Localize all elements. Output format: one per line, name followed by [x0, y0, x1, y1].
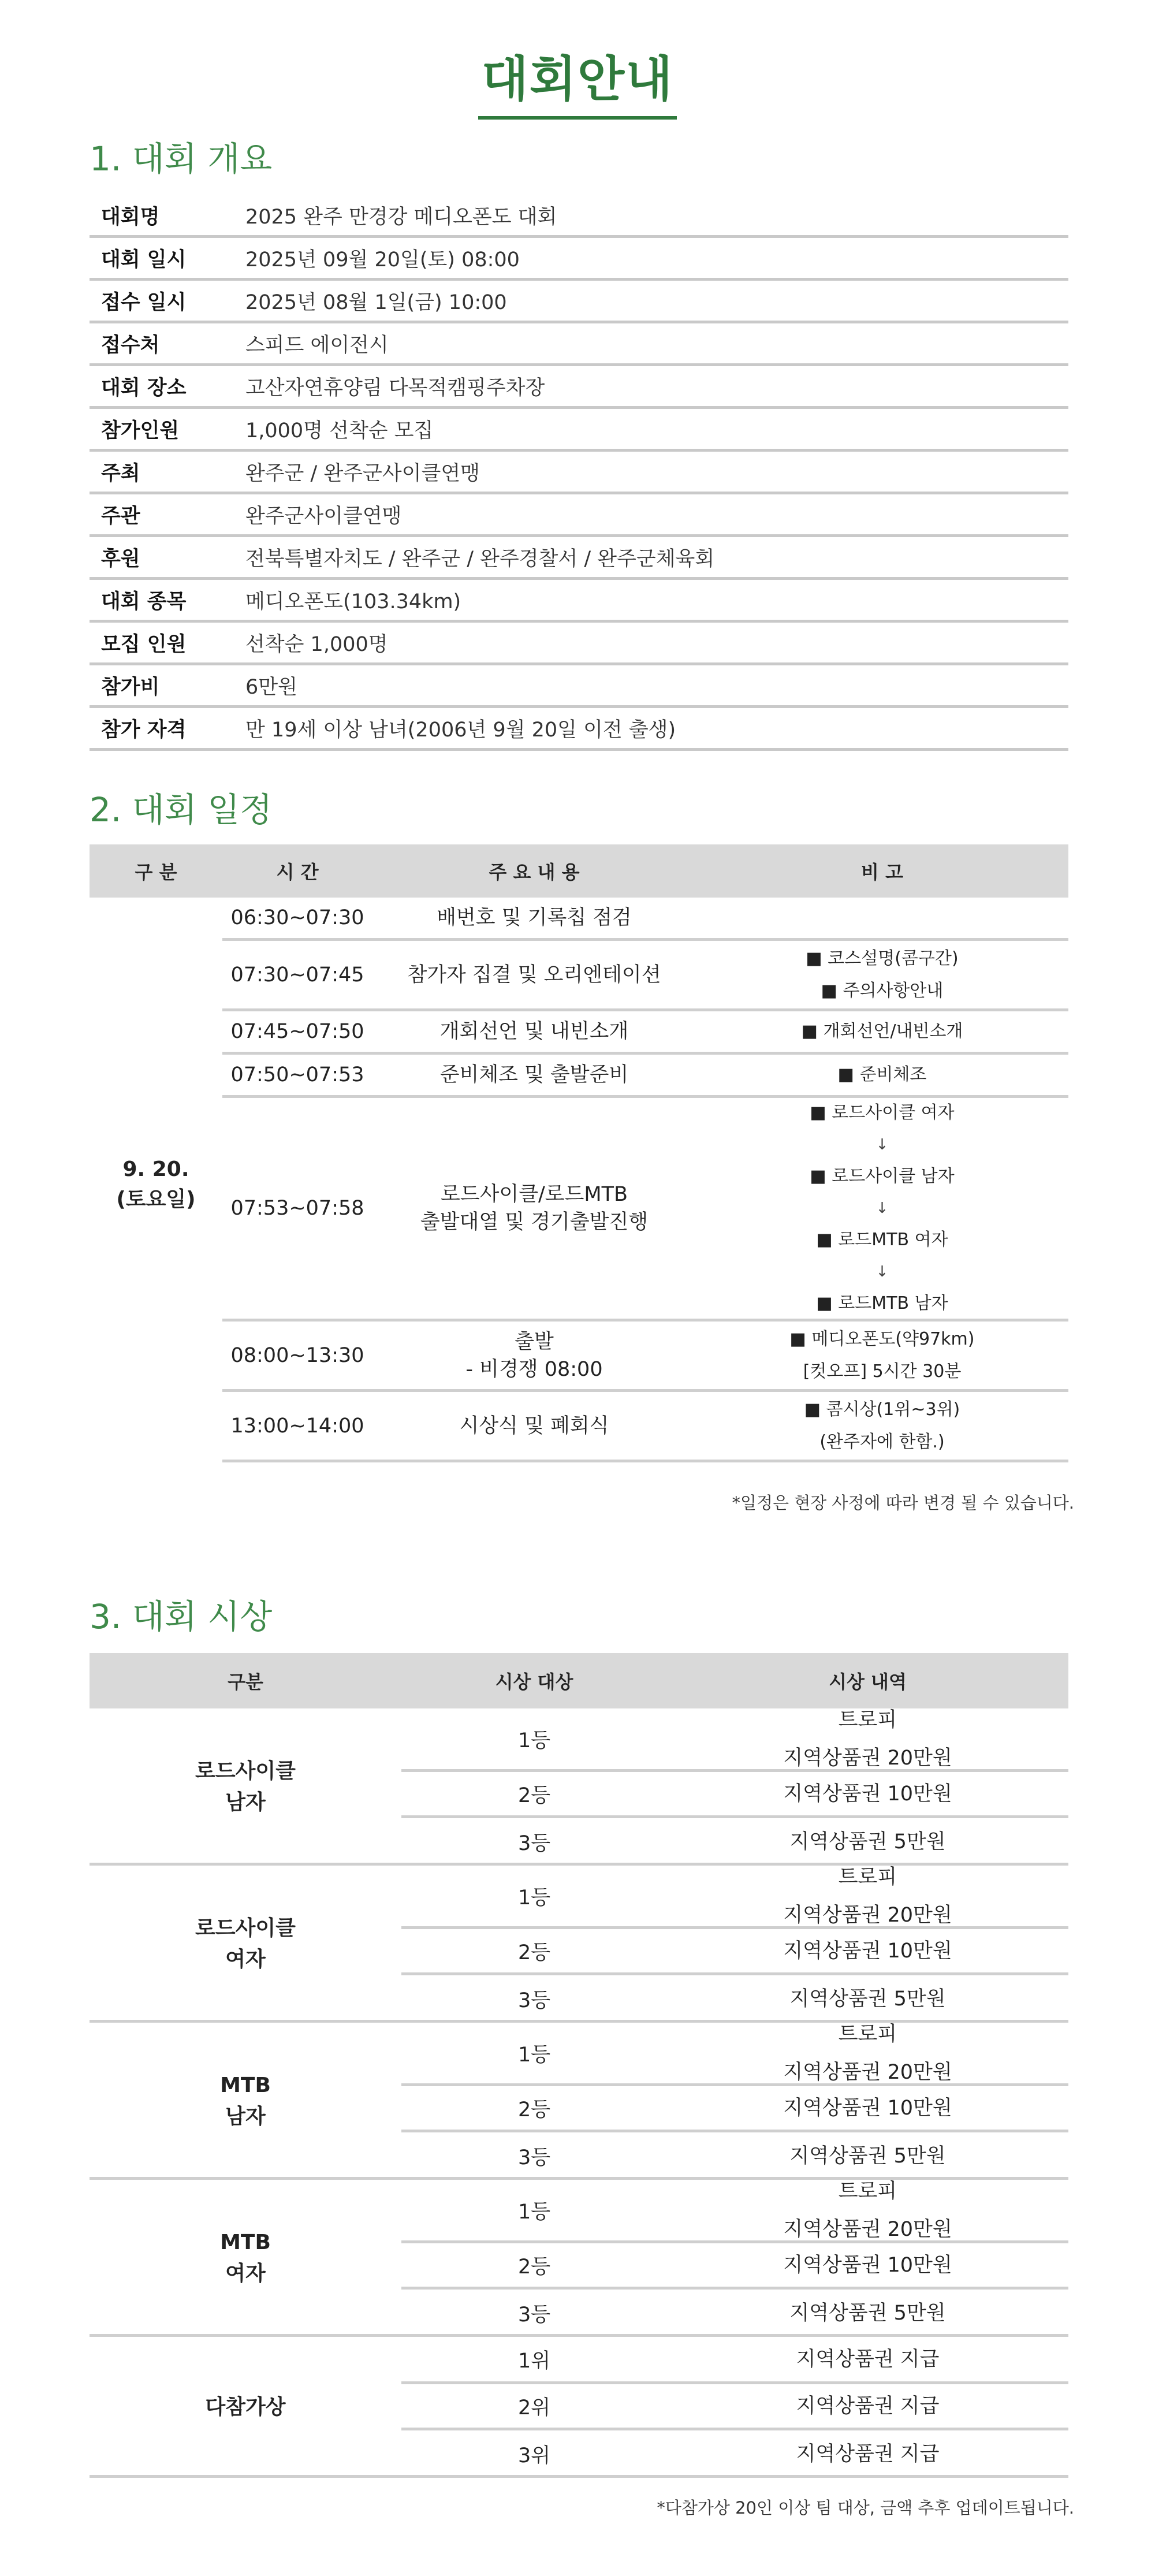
- schedule-note: [696, 943, 1068, 1007]
- award-row: [401, 2243, 1068, 2290]
- award-row: [401, 1866, 1068, 1929]
- overview-row: [90, 580, 1068, 623]
- schedule-note-line: ■ 준비체조: [837, 1064, 927, 1085]
- schedule-content: [372, 1061, 696, 1089]
- award-prize: [667, 1932, 1068, 1970]
- award-row: [401, 2430, 1068, 2478]
- overview-value: 완주군 / 완주군사이클연맹: [245, 461, 480, 485]
- schedule-note: [696, 1059, 1068, 1091]
- award-prize-line: 트로피: [838, 1708, 897, 1732]
- schedule-note: [696, 1015, 1068, 1048]
- overview-value: 고산자연휴양림 다목적캠핑주차장: [245, 376, 545, 400]
- page-title-wrap: [0, 40, 1155, 120]
- overview-value: 2025년 08월 1일(금) 10:00: [245, 291, 507, 314]
- overview-row: [90, 708, 1068, 751]
- overview-heading: 1. 대회 개요: [90, 139, 273, 178]
- award-prize-line: 지역상품권 5만원: [789, 2145, 946, 2168]
- overview-row: [90, 494, 1068, 537]
- overview-label: 대회 일시: [101, 248, 187, 271]
- award-row: [401, 2290, 1068, 2337]
- schedule-note-line: ■ 콤시상(1위~3위): [804, 1399, 960, 1420]
- award-rank: 2위: [517, 2396, 551, 2419]
- schedule-content: [372, 1018, 696, 1045]
- award-prize-line: 지역상품권 10만원: [783, 2253, 952, 2277]
- schedule-header-content: 주 요 내 용: [489, 861, 580, 883]
- award-prize-line: 트로피: [838, 2022, 897, 2046]
- schedule-content-line: 로드사이클/로드MTB: [440, 1183, 628, 1206]
- overview-row: [90, 452, 1068, 494]
- page-title: 대회안내: [478, 40, 677, 120]
- award-group-name-line1: 로드사이클: [195, 1759, 296, 1783]
- schedule-note-line: [컷오프] 5시간 30분: [803, 1361, 962, 1382]
- award-group-label: [90, 2337, 401, 2478]
- arrow-down-icon: ↓: [875, 1136, 889, 1153]
- overview-row: [90, 409, 1068, 452]
- overview-value: 2025년 09월 20일(토) 08:00: [245, 248, 520, 271]
- overview-value: 만 19세 이상 남녀(2006년 9월 20일 이전 출생): [245, 718, 676, 742]
- schedule-date-line2: (토요일): [116, 1187, 196, 1211]
- award-prize-line: 지역상품권 20만원: [783, 2060, 952, 2084]
- award-prize: [667, 2172, 1068, 2249]
- award-rank: 3등: [517, 2303, 551, 2326]
- schedule-group-date: [90, 898, 222, 1471]
- award-prize-line: 지역상품권 20만원: [783, 2217, 952, 2241]
- schedule-content: [372, 1412, 696, 1440]
- award-prize-line: 지역상품권 10만원: [783, 1782, 952, 1806]
- award-group-name-line1: MTB: [220, 2231, 271, 2254]
- award-prize-line: 지역상품권 5만원: [789, 1987, 946, 2011]
- schedule-note-line: ■ 개회선언/내빈소개: [801, 1021, 963, 1041]
- overview-label: 참가 자격: [101, 718, 187, 742]
- overview-row: [90, 537, 1068, 580]
- schedule-note-line: ■ 로드사이클 남자: [810, 1166, 955, 1186]
- award-rank: 2등: [517, 2098, 551, 2121]
- overview-value: 선착순 1,000명: [245, 632, 388, 656]
- schedule-note-line: ■ 로드사이클 여자: [810, 1103, 955, 1123]
- schedule-time: 06:30~07:30: [230, 906, 364, 929]
- overview-value: 전북특별자치도 / 완주군 / 완주경찰서 / 완주군체육회: [245, 547, 715, 571]
- awards-header-rank: 시상 대상: [495, 1671, 573, 1693]
- overview-label: 대회 종목: [101, 590, 187, 613]
- schedule-row: [222, 1392, 1068, 1462]
- schedule-header-group: 구 분: [135, 861, 177, 883]
- award-group-label: [90, 2180, 401, 2337]
- award-row: [401, 2384, 1068, 2430]
- overview-value: 스피드 에이전시: [245, 333, 389, 357]
- overview-label: 접수 일시: [101, 291, 187, 314]
- award-rank: 3위: [517, 2444, 551, 2467]
- awards-header-group: 구분: [228, 1671, 263, 1693]
- award-row: [401, 2180, 1068, 2243]
- overview-row: [90, 665, 1068, 708]
- schedule-table-body: [90, 898, 1068, 1471]
- award-prize-line: 지역상품권 지급: [796, 2347, 940, 2371]
- overview-value: 6만원: [245, 675, 297, 699]
- award-rank: 3등: [517, 2146, 551, 2169]
- award-rank: 1위: [517, 2349, 551, 2373]
- schedule-note: [696, 1394, 1068, 1458]
- award-prize-line: 트로피: [838, 1865, 897, 1889]
- award-group-name-line2: 여자: [225, 1948, 266, 1971]
- schedule-content-line: 출발: [515, 1330, 554, 1353]
- award-group-name-line1: 다참가상: [205, 2395, 286, 2419]
- award-prize: [667, 2246, 1068, 2284]
- award-prize-line: 지역상품권 지급: [796, 2394, 940, 2418]
- schedule-footnote: *일정은 현장 사정에 따라 변경 될 수 있습니다.: [732, 1493, 1074, 1513]
- award-prize: [667, 1775, 1068, 1813]
- schedule-row: [222, 1321, 1068, 1392]
- award-prize: [667, 2015, 1068, 2091]
- award-prize-line: 지역상품권 5만원: [789, 1830, 946, 1853]
- schedule-note: [696, 1097, 1068, 1320]
- award-rank: 2등: [517, 1784, 551, 1807]
- award-row: [401, 1929, 1068, 1975]
- award-prize-line: 지역상품권 지급: [796, 2443, 940, 2466]
- overview-label: 후원: [101, 547, 140, 571]
- schedule-content: [372, 904, 696, 932]
- schedule-content-line: 시상식 및 폐회식: [459, 1414, 609, 1438]
- schedule-note-line: ■ 로드MTB 남자: [816, 1293, 948, 1313]
- schedule-content-line: 참가자 집결 및 오리엔테이션: [407, 963, 661, 987]
- schedule-table-header: [90, 844, 1068, 898]
- schedule-content-line: - 비경쟁 08:00: [465, 1357, 603, 1381]
- award-group-name-line2: 남자: [225, 1790, 266, 1814]
- overview-label: 접수처: [101, 333, 160, 357]
- schedule-content-line: 배번호 및 기록칩 점검: [437, 906, 632, 929]
- overview-row: [90, 623, 1068, 665]
- schedule-note-line: (완주자에 한함.): [819, 1431, 945, 1452]
- award-group-name-line1: 로드사이클: [195, 1916, 296, 1940]
- award-group-name-line2: 여자: [225, 2262, 266, 2285]
- schedule-date-line1: 9. 20.: [122, 1157, 189, 1181]
- award-group-name-line1: MTB: [220, 2074, 271, 2097]
- schedule-content: [372, 961, 696, 989]
- schedule-row: [222, 898, 1068, 941]
- overview-label: 대회 장소: [101, 376, 187, 400]
- award-rank: 3등: [517, 1832, 551, 1855]
- awards-header-prize: 시상 내역: [829, 1671, 907, 1693]
- schedule-row: [222, 1055, 1068, 1098]
- award-prize: [667, 2089, 1068, 2127]
- award-rank: 1등: [517, 1729, 551, 1752]
- award-prize: [667, 2294, 1068, 2332]
- schedule-note-line: ■ 주의사항안내: [821, 980, 944, 1001]
- schedule-time: 13:00~14:00: [230, 1414, 364, 1438]
- overview-value: 메디오폰도(103.34km): [245, 590, 461, 613]
- schedule-row: [222, 1011, 1068, 1055]
- overview-row: [90, 281, 1068, 323]
- schedule-content-line: 준비체조 및 출발준비: [439, 1063, 629, 1086]
- schedule-header-time: 시 간: [276, 861, 319, 883]
- award-prize-line: 트로피: [838, 2179, 897, 2203]
- award-rank: 1등: [517, 1886, 551, 1909]
- overview-label: 주최: [101, 461, 140, 485]
- award-row: [401, 2023, 1068, 2086]
- schedule-note-line: ■ 메디오폰도(약97km): [789, 1328, 975, 1349]
- award-group-label: [90, 2023, 401, 2180]
- award-row: [401, 2086, 1068, 2132]
- award-rank: 2등: [517, 1941, 551, 1964]
- award-prize: [667, 1858, 1068, 1934]
- arrow-down-icon: ↓: [875, 1263, 889, 1280]
- awards-table: [90, 1653, 1068, 2494]
- award-group-name-line2: 남자: [225, 2105, 266, 2128]
- award-group-divider: [90, 2475, 1068, 2478]
- schedule-content-line: 개회선언 및 내빈소개: [439, 1020, 629, 1043]
- overview-label: 참가비: [101, 675, 160, 699]
- award-prize: [667, 1823, 1068, 1861]
- award-rank: 1등: [517, 2200, 551, 2224]
- schedule-table: [90, 844, 1068, 1471]
- awards-footnote: *다참가상 20인 이상 팀 대상, 금액 추후 업데이트됩니다.: [657, 2498, 1074, 2518]
- awards-heading: 3. 대회 시상: [90, 1597, 273, 1636]
- award-row: [401, 2337, 1068, 2384]
- schedule-row: [222, 1098, 1068, 1321]
- overview-value: 2025 완주 만경강 메디오폰도 대회: [245, 205, 557, 229]
- award-prize-line: 지역상품권 10만원: [783, 2096, 952, 2120]
- overview-value: 완주군사이클연맹: [245, 504, 402, 528]
- award-rank: 3등: [517, 1989, 551, 2012]
- award-prize: [667, 2137, 1068, 2175]
- award-prize-line: 지역상품권 20만원: [783, 1746, 952, 1770]
- award-prize-line: 지역상품권 20만원: [783, 1903, 952, 1927]
- schedule-note: [696, 1323, 1068, 1388]
- overview-label: 참가인원: [101, 419, 180, 442]
- awards-table-body: [90, 1708, 1068, 2494]
- schedule-content-line: 출발대열 및 경기출발진행: [420, 1211, 649, 1234]
- schedule-time: 08:00~13:30: [230, 1343, 364, 1367]
- schedule-time: 07:30~07:45: [230, 963, 364, 987]
- schedule-note-line: ■ 로드MTB 여자: [816, 1230, 948, 1250]
- award-rank: 2등: [517, 2255, 551, 2279]
- award-prize: [667, 2435, 1068, 2473]
- overview-row: [90, 195, 1068, 238]
- schedule-content: [372, 1328, 696, 1383]
- award-row: [401, 1772, 1068, 1818]
- overview-label: 주관: [101, 504, 140, 528]
- overview-label: 대회명: [101, 205, 160, 229]
- schedule-time: 07:45~07:50: [230, 1020, 364, 1043]
- overview-row: [90, 323, 1068, 366]
- schedule-heading: 2. 대회 일정: [90, 790, 273, 829]
- award-prize-line: 지역상품권 5만원: [789, 2302, 946, 2325]
- overview-row: [90, 238, 1068, 281]
- award-group-label: [90, 1866, 401, 2023]
- award-prize: [667, 2340, 1068, 2378]
- award-group-label: [90, 1708, 401, 1866]
- schedule-time: 07:53~07:58: [230, 1197, 364, 1220]
- arrow-down-icon: ↓: [875, 1200, 889, 1217]
- schedule-content: [372, 1181, 696, 1236]
- schedule-row: [222, 941, 1068, 1011]
- award-prize: [667, 1701, 1068, 1777]
- schedule-header-note: 비 고: [861, 861, 903, 883]
- award-prize-line: 지역상품권 10만원: [783, 1939, 952, 1963]
- schedule-note-line: ■ 코스설명(콤구간): [806, 948, 959, 969]
- overview-value: 1,000명 선착순 모집: [245, 419, 434, 442]
- award-rank: 1등: [517, 2043, 551, 2067]
- award-prize: [667, 1980, 1068, 2018]
- award-prize: [667, 2387, 1068, 2425]
- overview-table: [90, 195, 1068, 751]
- schedule-time: 07:50~07:53: [230, 1063, 364, 1086]
- overview-row: [90, 366, 1068, 409]
- overview-label: 모집 인원: [101, 632, 187, 656]
- award-row: [401, 1708, 1068, 1772]
